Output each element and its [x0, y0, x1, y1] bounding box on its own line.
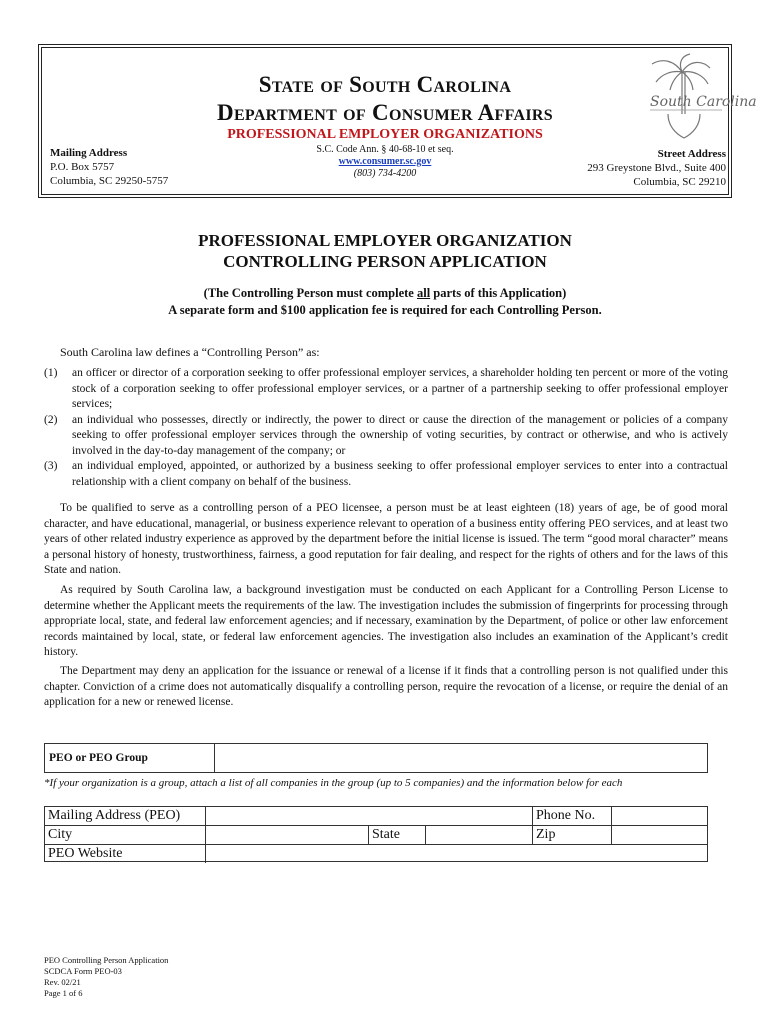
- group-note: *If your organization is a group, attach a list of all companies in the group (up to 5 companies) and the information below for each: [44, 777, 623, 789]
- zip-field[interactable]: [612, 826, 707, 844]
- definition-number: (3): [44, 460, 58, 472]
- definition-lead: South Carolina law defines a “Controlling Person” as:: [60, 345, 320, 359]
- phone-field[interactable]: [612, 807, 707, 825]
- division-subtitle: PROFESSIONAL EMPLOYER ORGANIZATIONS: [227, 127, 543, 142]
- background-investigation-paragraph: As required by South Carolina law, a background investigation must be conducted on each Applicant for a Controlling Person License to determine whether the Applicant meets the requirements of the law. The investigation includes the submission of fingerprints for processing through appropriate local, state, and federal law enforcement agencies; and if necessary, examination by the Department, of police or other law enforcement records maintained by local, state, or federal law enforcement agencies. The investigation also includes an examination of the Applicant’s credit history.: [44, 584, 728, 658]
- footer-page-number: Page 1 of 6: [44, 988, 83, 998]
- department-title: Department of Consumer Affairs: [217, 100, 553, 125]
- definition-item: [44, 459, 728, 490]
- mailing-address-block: [50, 146, 168, 188]
- peo-website-label: PEO Website: [48, 846, 123, 861]
- website-link[interactable]: www.consumer.sc.gov: [338, 156, 432, 167]
- mailing-address-peo-field[interactable]: [206, 807, 532, 825]
- footer-form-name: PEO Controlling Person Application: [44, 955, 169, 965]
- phone-label: Phone No.: [536, 808, 596, 823]
- intro-line1-pre: (The Controlling Person must complete: [203, 286, 417, 300]
- definition-text: an individual employed, appointed, or authorized by a business seeking to offer professional employer services to enter into a contractual relationship with a client company on behalf of the business.: [72, 460, 728, 488]
- city-row: [45, 826, 707, 845]
- intro-line1-post: parts of this Application): [430, 286, 567, 300]
- intro-line2: A separate form and $100 application fee is required for each Controlling Person.: [168, 303, 602, 317]
- logo-wordmark: South Carolina: [650, 94, 757, 110]
- state-title: State of South Carolina: [258, 72, 512, 97]
- mailing-address-line2: Columbia, SC 29250-5757: [50, 175, 169, 187]
- intro-instructions: [0, 285, 770, 319]
- mailing-address-label: Mailing Address: [50, 147, 128, 159]
- state-field[interactable]: [426, 826, 532, 844]
- peo-address-table: [44, 806, 708, 862]
- mailing-address-peo-label: Mailing Address (PEO): [48, 808, 181, 823]
- form-footer: [44, 955, 168, 999]
- website-row: [45, 845, 707, 863]
- intro-line1-emphasis: all: [416, 286, 431, 300]
- street-address-line1: 293 Greystone Blvd., Suite 400: [587, 162, 726, 174]
- definition-text: an individual who possesses, directly or indirectly, the power to direct or cause the direction of the management or policies of a company seeking to offer professional employer services through the ownership of voting securities, by contract or otherwise, and who is actively involved in the day-to-day management of the company; or: [72, 413, 728, 457]
- city-field[interactable]: [206, 826, 368, 844]
- definition-number: (1): [44, 367, 58, 379]
- definition-item: [44, 366, 728, 413]
- peo-name-table: [44, 743, 708, 773]
- peo-website-field[interactable]: [206, 845, 707, 863]
- zip-label: Zip: [536, 827, 556, 842]
- definition-text: an officer or director of a corporation seeking to offer professional employer services, a shareholder holding ten percent or more of the voting stock of a corporation seeking to offer professional employer services, or a partner of a partnership seeking to offer professional employer services;: [72, 367, 728, 410]
- intro-line1: [0, 285, 770, 302]
- footer-form-number: SCDCA Form PEO-03: [44, 966, 122, 976]
- definition-item: [44, 413, 728, 460]
- code-citation: S.C. Code Ann. § 40-68-10 et seq.: [316, 144, 454, 155]
- peo-name-label: PEO or PEO Group: [45, 744, 215, 772]
- definition-number: (2): [44, 413, 58, 426]
- peo-name-field[interactable]: [215, 744, 707, 772]
- form-title: [0, 230, 770, 272]
- state-label: State: [372, 827, 400, 842]
- mailing-address-line1: P.O. Box 5757: [50, 161, 115, 173]
- form-title-line1: PROFESSIONAL EMPLOYER ORGANIZATION: [198, 231, 572, 250]
- street-address-block: [587, 147, 726, 189]
- qualification-paragraph: To be qualified to serve as a controlling person of a PEO licensee, a person must be at least eighteen (18) years of age, be of good moral character, and have educational, managerial, or business experience relevant to operation of a business entity offering PEO services, and at least two years of other related industry experience as approved by the department before the initial license is issued. The term “good moral character” means a personal history of honesty, trustworthiness, fairness, a good reputation for fair dealing, and respect for the rights of others and for the laws of this State and nation.: [44, 502, 728, 576]
- address-row: [45, 807, 707, 826]
- denial-paragraph: The Department may deny an application for the issuance or renewal of a license if it finds that a controlling person is not qualified under this chapter. Conviction of a crime does not automatically disqualify a controlling person, require the revocation of a license, or require the denial of an application for a new or renewed license.: [44, 665, 728, 708]
- street-address-line2: Columbia, SC 29210: [633, 176, 726, 188]
- definition-list: [44, 366, 728, 490]
- city-label: City: [48, 827, 73, 842]
- palmetto-logo-icon: [638, 52, 757, 144]
- form-title-line2: CONTROLLING PERSON APPLICATION: [223, 252, 547, 271]
- footer-revision: Rev. 02/21: [44, 977, 81, 987]
- phone-number: (803) 734-4200: [353, 168, 417, 179]
- street-address-label: Street Address: [657, 148, 726, 160]
